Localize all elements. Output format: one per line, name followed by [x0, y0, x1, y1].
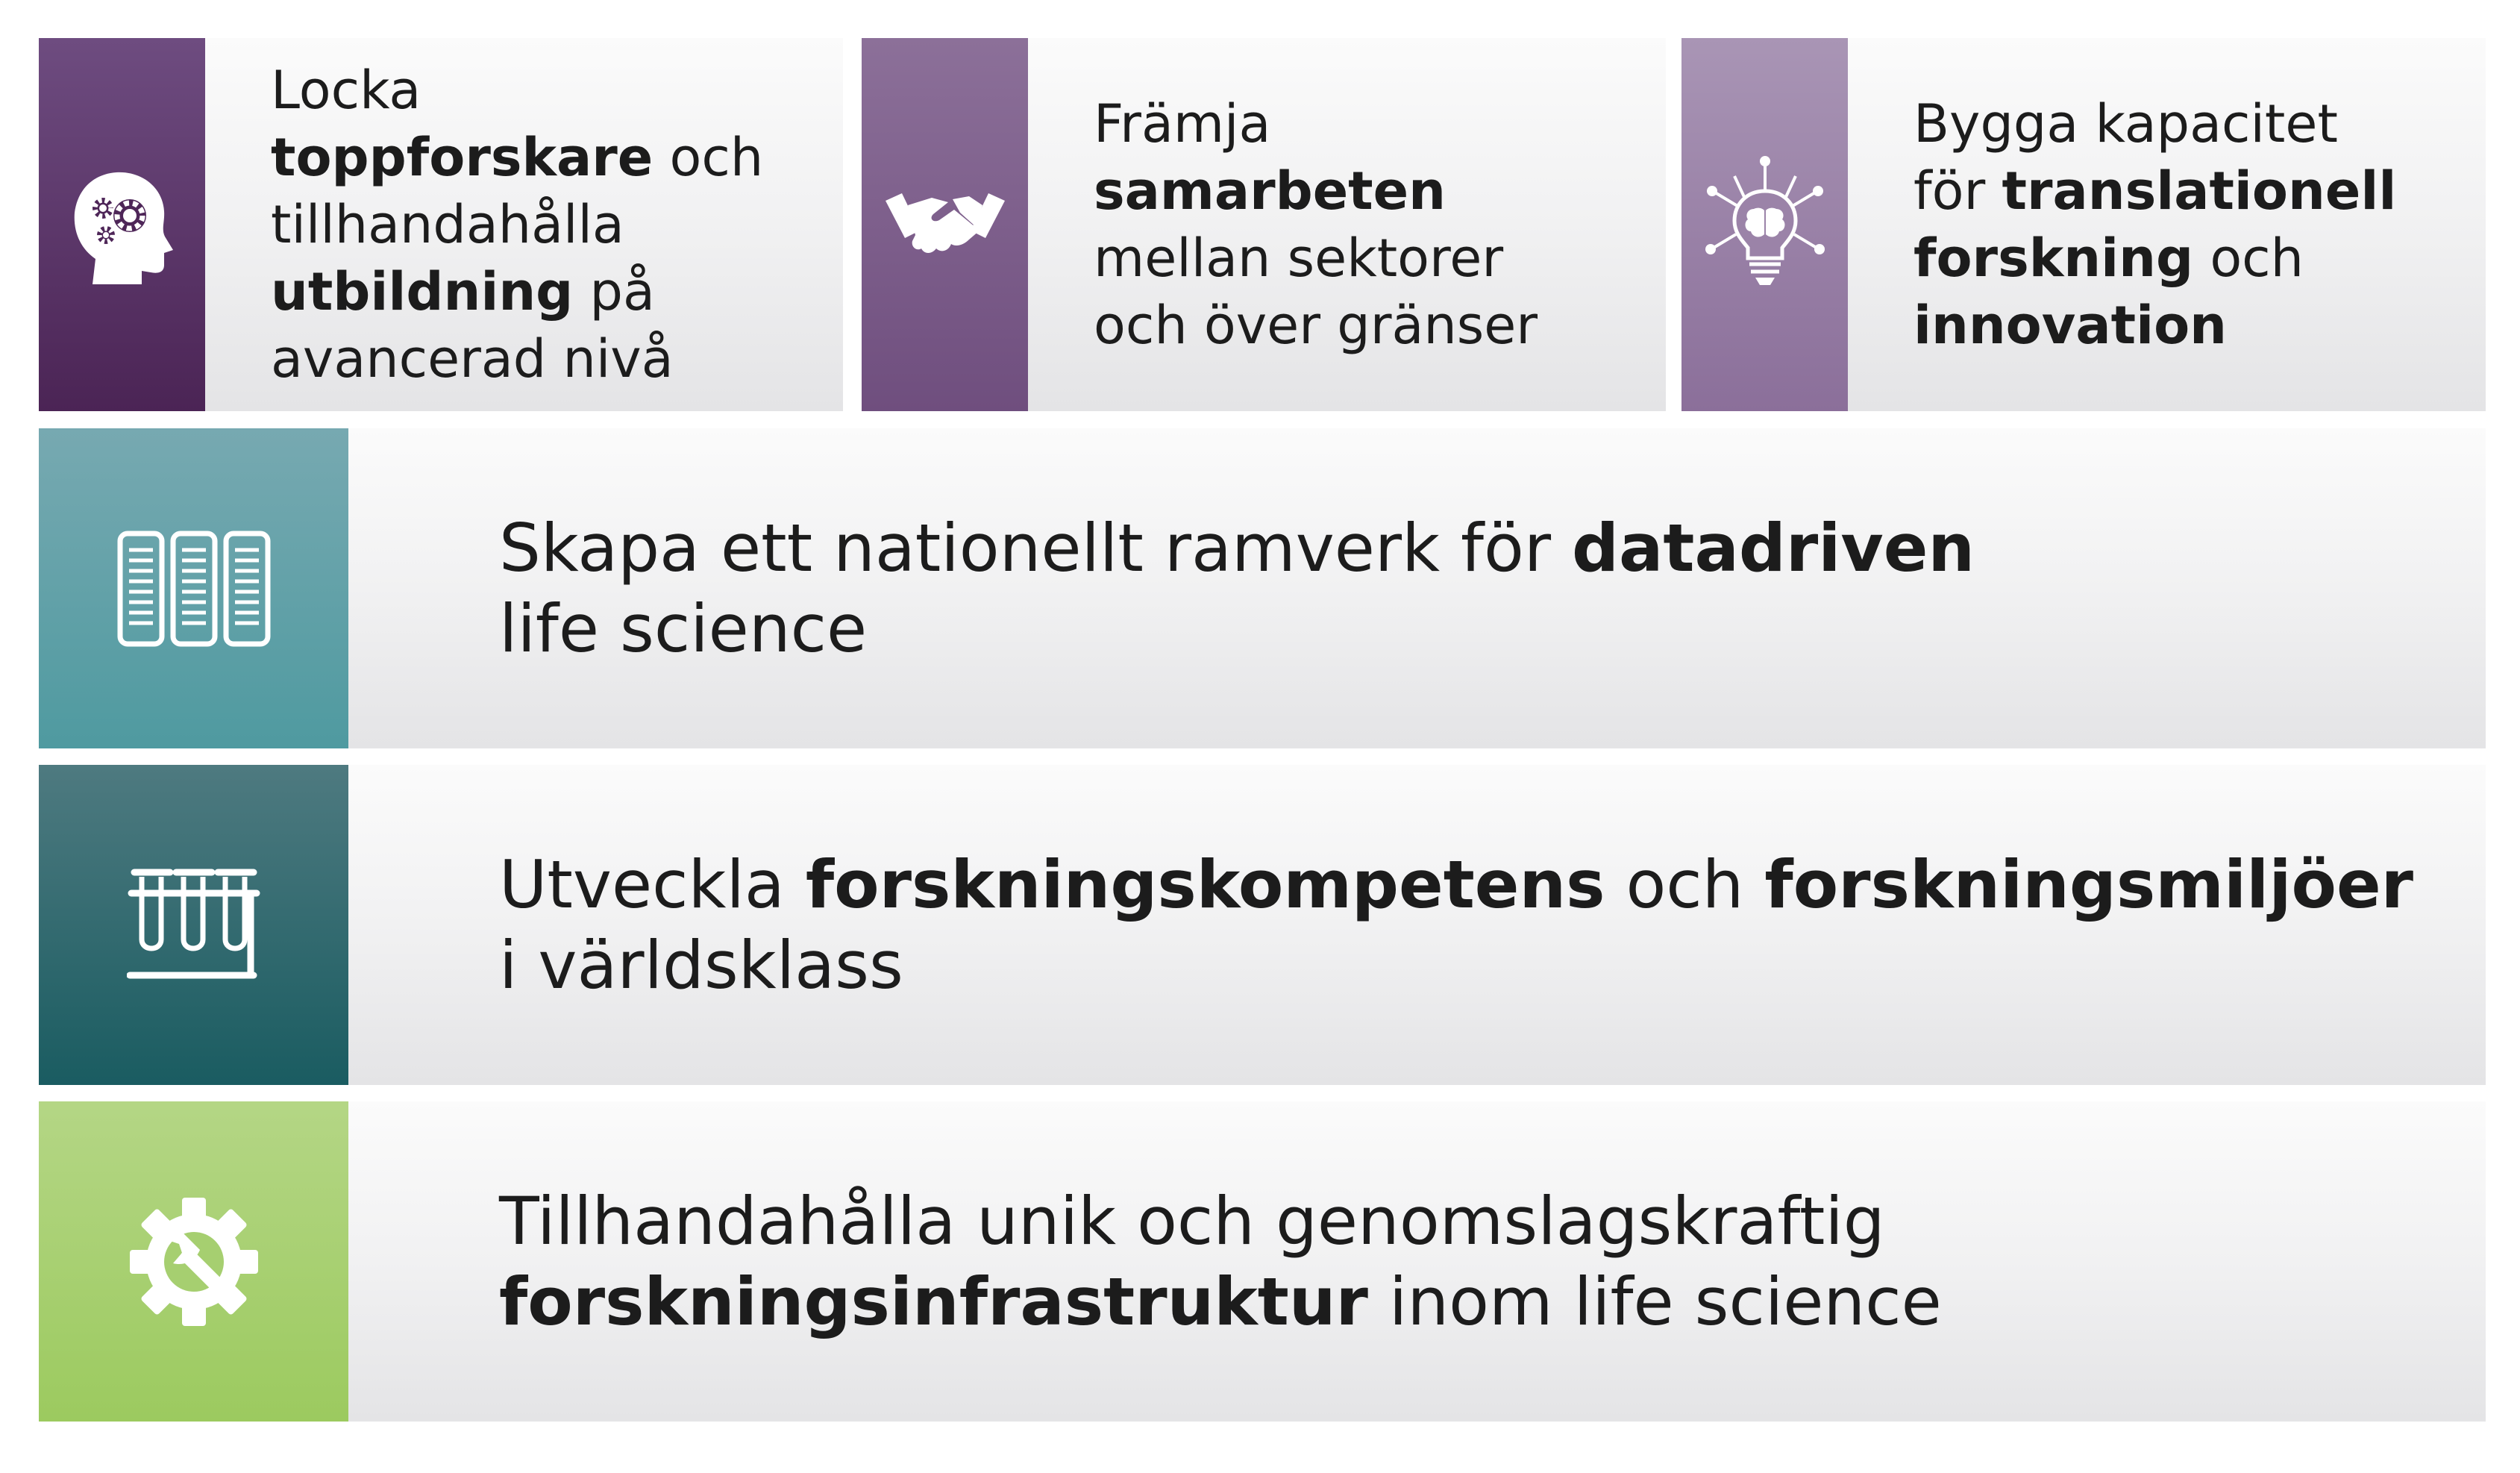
tile-research-competence: [39, 765, 348, 1085]
card-infrastructure: [39, 1101, 2486, 1422]
text-infrastructure: [348, 1101, 1942, 1422]
emphasis-text: forskning: [1913, 228, 2194, 289]
emphasis-text: samarbeten: [1094, 160, 1446, 222]
statement-text: på: [573, 261, 655, 322]
statement-text: life science: [499, 589, 868, 667]
card-research-competence: [39, 765, 2486, 1085]
statement-text: och: [1605, 845, 1765, 923]
statement-research-competence: [499, 845, 2413, 1006]
server-racks-icon: [116, 529, 272, 648]
statement-text: tillhandahålla: [271, 194, 624, 255]
emphasis-text: utbildning: [271, 261, 574, 322]
text-data-driven: [348, 428, 1975, 748]
statement-text: Skapa ett nationellt ramverk för: [499, 509, 1572, 587]
emphasis-text: forskningsinfrastruktur: [499, 1263, 1368, 1340]
card-data-driven: [39, 428, 2486, 748]
statement-text: för: [1913, 160, 2002, 222]
emphasis-text: datadriven: [1572, 509, 1975, 587]
card-collaboration: [862, 38, 1666, 411]
statement-data-driven: [499, 508, 1975, 669]
tile-data-driven: [39, 428, 348, 748]
statement-text: Bygga kapacitet: [1913, 93, 2338, 154]
statement-text: i världsklass: [499, 926, 903, 1004]
emphasis-text: toppforskare: [271, 127, 653, 188]
statement-text: och: [2193, 228, 2304, 289]
text-top-talent: [205, 38, 763, 411]
statement-top-talent: [271, 57, 763, 393]
statement-infrastructure: [499, 1181, 1942, 1342]
emphasis-text: innovation: [1913, 295, 2227, 356]
card-translational: [1681, 38, 2486, 411]
tile-collaboration: [862, 38, 1028, 411]
tile-translational: [1681, 38, 1848, 411]
statement-text: Tillhandahålla unik och genomslagskraftig: [499, 1182, 1885, 1260]
statement-collaboration: [1094, 90, 1538, 359]
text-translational: [1848, 38, 2396, 411]
gear-wrench-icon: [127, 1195, 261, 1329]
statement-text: och över gränser: [1094, 295, 1538, 356]
tile-infrastructure: [39, 1101, 348, 1422]
handshake-icon: [886, 187, 1005, 262]
lightbulb-brain-icon: [1702, 154, 1828, 295]
text-collaboration: [1028, 38, 1538, 411]
card-top-talent: [39, 38, 843, 411]
statement-text: Främja: [1094, 93, 1271, 154]
statement-translational: [1913, 90, 2396, 359]
test-tubes-icon: [127, 862, 261, 989]
emphasis-text: forskningsmiljöer: [1764, 845, 2414, 923]
head-gears-icon: [70, 165, 175, 284]
emphasis-text: forskningskompetens: [805, 845, 1605, 923]
statement-text: avancerad nivå: [271, 328, 674, 390]
tile-top-talent: [39, 38, 205, 411]
statement-text: och: [653, 127, 764, 188]
statement-text: Locka: [271, 60, 421, 121]
emphasis-text: translationell: [2002, 160, 2397, 222]
statement-text: mellan sektorer: [1094, 228, 1504, 289]
statement-text: inom life science: [1367, 1263, 1942, 1340]
statement-text: Utveckla: [499, 845, 806, 923]
text-research-competence: [348, 765, 2413, 1085]
